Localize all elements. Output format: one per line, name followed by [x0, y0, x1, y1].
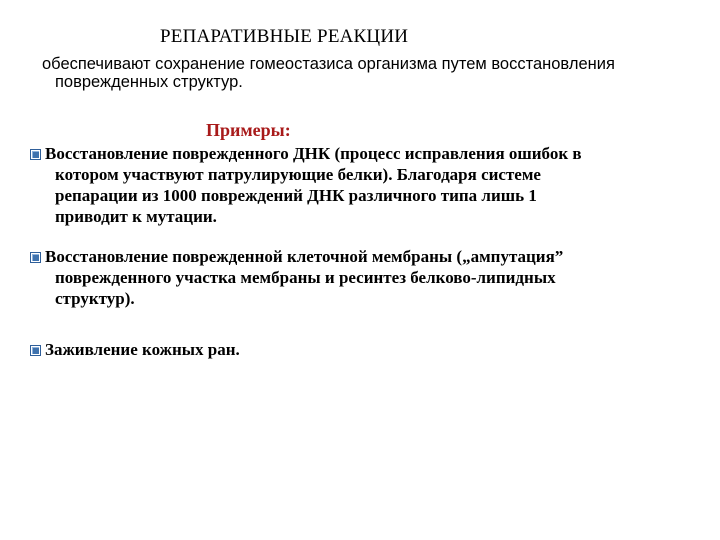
list-item-line: репарации из 1000 повреждений ДНК различного типа лишь 1	[55, 186, 537, 205]
list-item-text: Восстановление поврежденного ДНК (процесс исправления ошибок в	[45, 144, 582, 163]
list-item-line: котором участвуют патрулирующие белки). Благодаря системе	[55, 165, 541, 184]
square-bullet-icon	[30, 149, 41, 160]
list-item-line: поврежденного участка мембраны и ресинтез белково-липидных	[55, 268, 556, 287]
list-item-line	[30, 246, 563, 267]
list-item	[30, 339, 240, 360]
list-item	[30, 246, 563, 309]
intro-text	[42, 55, 702, 91]
square-bullet-icon	[30, 252, 41, 263]
intro-line-1: обеспечивают сохранение гомеостазиса организма путем восстановления	[42, 55, 615, 73]
list-item-line: структур).	[55, 289, 135, 308]
slide-title: РЕПАРАТИВНЫЕ РЕАКЦИИ	[160, 26, 409, 47]
list-item-text: Заживление кожных ран.	[45, 340, 240, 359]
list-item-text: Восстановление поврежденной клеточной мембраны („ампутация”	[45, 247, 564, 266]
square-bullet-icon	[30, 345, 41, 356]
list-item-line: приводит к мутации.	[55, 207, 217, 226]
list-item-line	[30, 143, 582, 164]
list-item-line	[30, 339, 240, 360]
intro-line-2: поврежденных структур.	[55, 73, 243, 91]
examples-heading: Примеры:	[206, 120, 291, 140]
list-item	[30, 143, 582, 227]
